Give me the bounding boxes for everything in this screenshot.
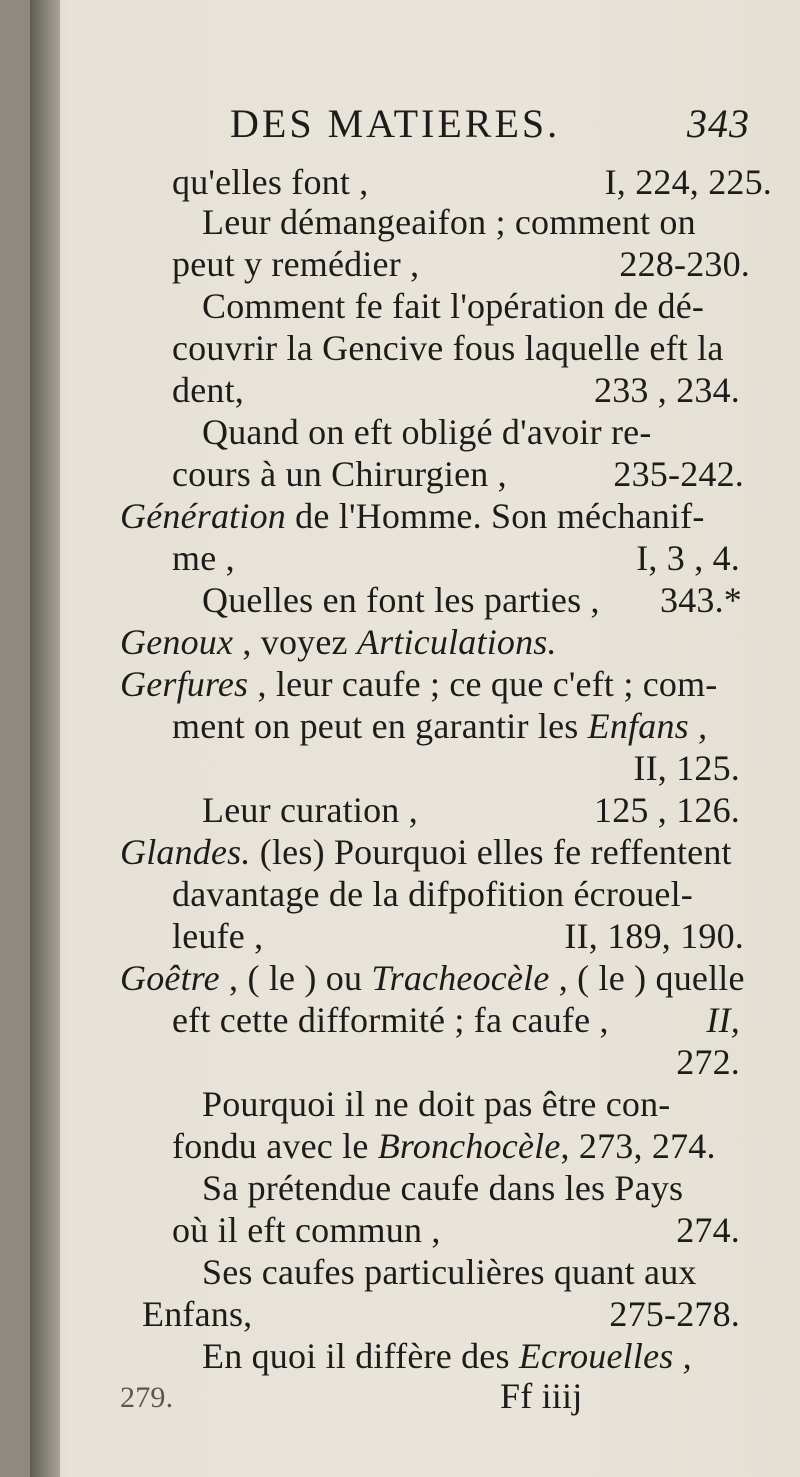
index-line: davantage de la difpofition écrouel-	[172, 874, 693, 914]
index-entry: Génération de l'Homme. Son méchanif-	[120, 496, 705, 536]
index-line: Comment fe fait l'opération de dé-	[202, 286, 705, 326]
index-line: leufe , II, 189, 190.	[172, 916, 744, 956]
index-line: ment on peut en garantir les Enfans ,	[172, 706, 708, 746]
index-entry: Glandes. (les) Pourquoi elles fe reffentent	[120, 832, 732, 872]
index-line: Ses caufes particulières quant aux	[202, 1252, 697, 1292]
index-entry: Genoux , voyez Articulations.	[120, 622, 557, 662]
index-line: Quelles en font les parties , 343.*	[202, 580, 742, 620]
index-line: couvrir la Gencive fous laquelle eft la	[172, 328, 724, 368]
header-title: DES MATIERES.	[230, 101, 561, 146]
page-gutter	[30, 0, 60, 1477]
index-line: me , I, 3 , 4.	[172, 538, 740, 578]
book-page: DES MATIERES. 343 qu'elles font , I, 224, 225. Leur démangeaifon ; comment on peut y remédier , 228-230. Comment fe fait l'opération de dé- couvrir la Gencive fous laquelle eft la dent, 233 , 234. Quand on eft obligé d'avoir re- cours à un Chirurgien , 235-242. Génération de l'Homme. Son méchanif- me , I, 3 , 4. Quelles en font les parties , 343.* Genoux , voyez Articulations. Gerfures , leur caufe ; ce que c'eft ; com- ment on peut en garantir les Enfans , II, 125. Leur curation , 125 , 126. Glandes. (les) Pourquoi elles fe reffentent davantage de la difpofition écrouel- leufe , II, 189, 190. Goêtre , ( le ) ou Tracheocèle , ( le ) quelle eft cette difformité ; fa caufe , II, 272. Pourquoi il ne doit pas être con- fondu avec le Bronchocèle, 273, 274. Sa prétendue caufe dans les Pays où il eft commun , 274. Ses caufes particulières quant aux Enfans, 275-278. En quoi il diffère des Ecrouelles , 279. Ff iiij	[30, 0, 800, 1477]
page-number: 343	[687, 101, 750, 146]
index-entry: Goêtre , ( le ) ou Tracheocèle , ( le ) quelle	[120, 958, 745, 998]
index-line: Enfans, 275-278.	[142, 1294, 740, 1334]
index-line: Leur démangeaifon ; comment on	[202, 202, 696, 242]
signature-mark: Ff iiij	[500, 1376, 583, 1416]
index-line: peut y remédier , 228-230.	[172, 244, 750, 284]
index-line: où il eft commun , 274.	[172, 1210, 740, 1250]
running-header	[230, 100, 750, 147]
index-line: fondu avec le Bronchocèle, 273, 274.	[172, 1126, 716, 1166]
index-line: Quand on eft obligé d'avoir re-	[202, 412, 652, 452]
index-line: dent, 233 , 234.	[172, 370, 740, 410]
index-line: Leur curation , 125 , 126.	[202, 790, 740, 830]
index-line: cours à un Chirurgien , 235-242.	[172, 454, 744, 494]
index-line: qu'elles font , I, 224, 225.	[172, 162, 772, 202]
index-line: eft cette difformité ; fa caufe , II,	[172, 1000, 740, 1040]
index-line: En quoi il diffère des Ecrouelles ,	[202, 1336, 692, 1376]
index-line: Sa prétendue caufe dans les Pays	[202, 1168, 684, 1208]
index-entry: Gerfures , leur caufe ; ce que c'eft ; com-	[120, 664, 718, 704]
catchword-cut: 279.	[120, 1381, 174, 1414]
index-line: Pourquoi il ne doit pas être con-	[202, 1084, 671, 1124]
